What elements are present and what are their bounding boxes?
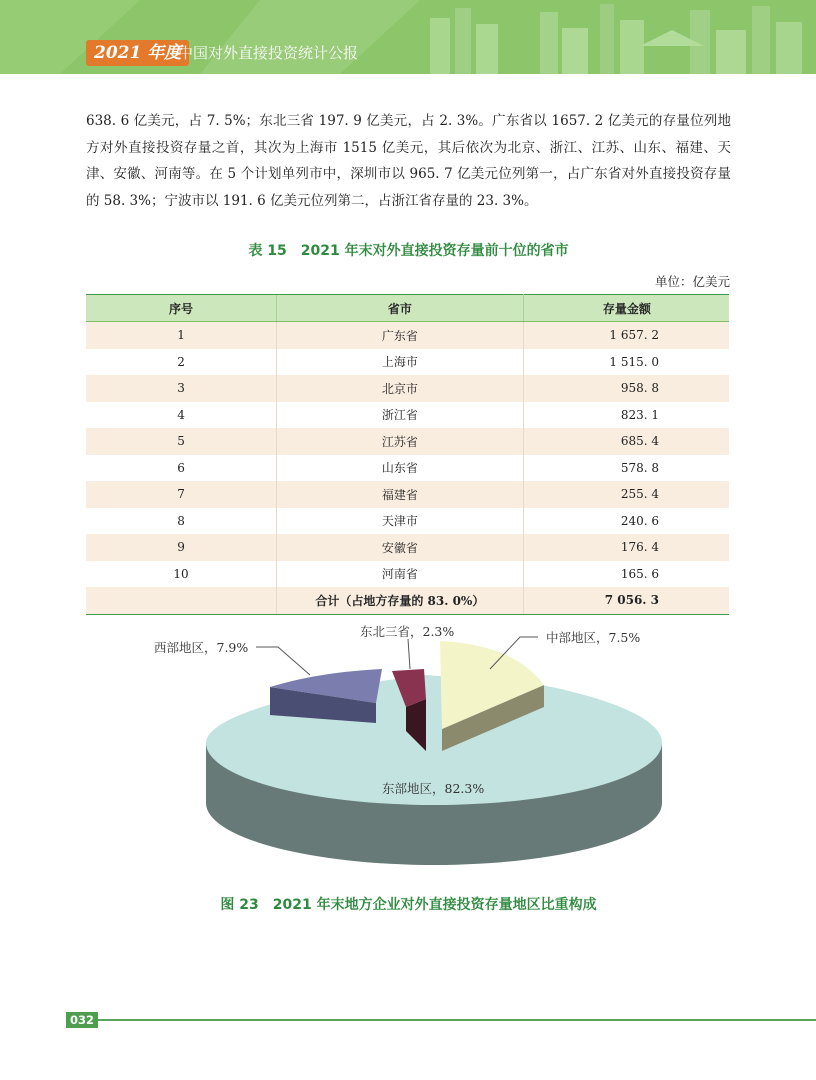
header-banner	[0, 0, 816, 74]
row-province: 江苏省	[277, 428, 524, 455]
table-row	[86, 428, 729, 455]
leader-northeast	[408, 639, 410, 669]
row-index: 9	[86, 534, 277, 561]
province-stock-table	[86, 294, 729, 615]
row-province: 河南省	[277, 561, 524, 588]
table-row	[86, 534, 729, 561]
row-index: 3	[86, 375, 277, 402]
row-index: 10	[86, 561, 277, 588]
row-amount: 255. 4	[523, 481, 729, 508]
year-badge: 2021 年度	[86, 40, 189, 66]
row-province: 北京市	[277, 375, 524, 402]
report-title: 中国对外直接投资统计公报	[178, 44, 359, 62]
page-number: 032	[66, 1012, 98, 1028]
row-province: 安徽省	[277, 534, 524, 561]
table-row	[86, 349, 729, 376]
row-amount: 1 515. 0	[523, 349, 729, 376]
header-index: 序号	[86, 295, 277, 322]
header-amount: 存量金额	[523, 295, 729, 322]
row-index: 7	[86, 481, 277, 508]
row-index: 6	[86, 455, 277, 482]
total-label: 合计（占地方存量的 83. 0%）	[277, 587, 524, 614]
table-row	[86, 322, 729, 349]
row-province: 广东省	[277, 322, 524, 349]
body-paragraph: 638. 6 亿美元，占 7. 5%；东北三省 197. 9 亿美元，占 2. 3%。广东省以 1657. 2 亿美元的存量位列地方对外直接投资存量之首，其次为上海市 1515 亿美元，其后依次为北京、浙江、江苏、山东、福建、天津、安徽、河南等。在 5 个计划单列市中，深圳市以 965. 7 亿美元位列第一，占广东省对外直接投资存量的 58. 3%；宁波市以 191. 6 亿美元位列第二，占浙江省存量的 23. 3%。	[86, 113, 731, 209]
row-province: 天津市	[277, 508, 524, 535]
total-blank	[86, 587, 277, 614]
row-province: 山东省	[277, 455, 524, 482]
footer-divider	[98, 1019, 816, 1021]
region-pie-chart	[150, 615, 670, 885]
row-index: 8	[86, 508, 277, 535]
label-east: 东部地区，82.3%	[382, 781, 485, 796]
label-central: 中部地区，7.5%	[546, 630, 641, 645]
table-caption: 表 15 2021 年末对外直接投资存量前十位的省市	[248, 243, 569, 259]
row-index: 1	[86, 322, 277, 349]
row-index: 4	[86, 402, 277, 429]
table-row	[86, 481, 729, 508]
row-index: 2	[86, 349, 277, 376]
row-province: 福建省	[277, 481, 524, 508]
label-west: 西部地区，7.9%	[154, 640, 249, 655]
figure-caption: 图 23 2021 年末地方企业对外直接投资存量地区比重构成	[220, 897, 597, 913]
row-amount: 685. 4	[523, 428, 729, 455]
row-amount: 1 657. 2	[523, 322, 729, 349]
table-row	[86, 375, 729, 402]
header-province: 省市	[277, 295, 524, 322]
row-province: 浙江省	[277, 402, 524, 429]
row-amount: 578. 8	[523, 455, 729, 482]
table-row	[86, 455, 729, 482]
label-northeast: 东北三省，2.3%	[360, 624, 455, 639]
row-province: 上海市	[277, 349, 524, 376]
row-amount: 165. 6	[523, 561, 729, 588]
table-row	[86, 508, 729, 535]
table-row	[86, 402, 729, 429]
leader-west	[256, 647, 310, 675]
row-amount: 823. 1	[523, 402, 729, 429]
table-header-row	[86, 295, 729, 322]
table-unit: 单位：亿美元	[654, 274, 730, 289]
row-amount: 240. 6	[523, 508, 729, 535]
total-value: 7 056. 3	[523, 587, 729, 614]
row-index: 5	[86, 428, 277, 455]
table-row	[86, 561, 729, 588]
table-total-row	[86, 587, 729, 614]
row-amount: 176. 4	[523, 534, 729, 561]
row-amount: 958. 8	[523, 375, 729, 402]
